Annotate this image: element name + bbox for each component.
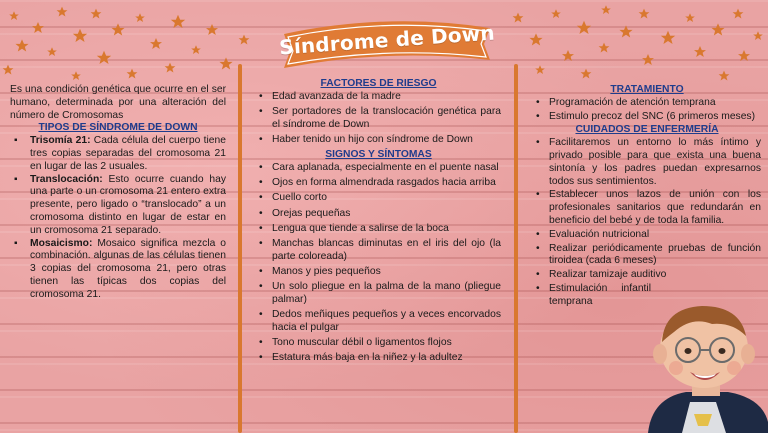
list-item: • Manos y pies pequeños <box>256 266 501 279</box>
type-text: Esto ocurre cuando hay una parte o un cromosoma 21 entero extra presente, pero ligado o “translocado” a un cromosoma distinto en lugar de estar en un cromosoma 21 separado. <box>30 173 226 236</box>
right-column <box>533 84 761 310</box>
list-item: • Un solo pliegue en la palma de la mano (pliegue palmar) <box>256 281 501 307</box>
type-text: Mosaico significa mezcla o combinación. algunas de las células tienen 3 copias del cromosoma 21, pero otras tienen las típicas dos copias del cromosoma 21. <box>30 237 226 300</box>
signs-heading: SIGNOS Y SÍNTOMAS <box>325 149 432 161</box>
list-item: • Realizar tamizaje auditivo <box>533 269 761 282</box>
list-item: • Estimulo precoz del SNC (6 primeros meses) <box>533 111 761 124</box>
child-photo <box>642 302 768 433</box>
treatment-list <box>533 97 761 124</box>
risk-heading: FACTORES DE RIESGO <box>320 78 437 89</box>
middle-column <box>256 78 501 367</box>
star-icon-group-left <box>3 7 250 80</box>
types-heading: TIPOS DE SÍNDROME DE DOWN <box>38 122 198 134</box>
list-item: • Facilitaremos un entorno lo más íntimo y privado posible para que exista una buena sintonía y los padres puedan expresarnos todos sus sentimientos. <box>533 137 761 188</box>
list-item: • Cuello corto <box>256 192 501 205</box>
type-text: Cada célula del cuerpo tiene tres copias separadas del cromosoma 21 en lugar de las 2 usuales. <box>30 135 226 172</box>
intro-text: Es una condición genética que ocurre en el ser humano, determinada por una alteración del número de Cromosomas <box>10 84 226 121</box>
page-title: Síndrome de Down <box>278 20 496 60</box>
list-item <box>10 174 226 238</box>
list-item: • Evaluación nutricional <box>533 229 761 242</box>
star-icon-group-right <box>513 5 763 80</box>
list-item: • Tono muscular débil o ligamentos flojos <box>256 337 501 350</box>
title-banner <box>278 14 496 74</box>
list-item: • Dedos meñiques pequeños y a veces encorvados hacia el pulgar <box>256 309 501 335</box>
list-item: • Realizar periódicamente pruebas de función tiroidea (cada 6 meses) <box>533 243 761 269</box>
left-column <box>10 84 226 302</box>
list-item: • Haber tenido un hijo con síndrome de Down <box>256 134 501 147</box>
signs-list <box>256 162 501 365</box>
list-item: • Manchas blancas diminutas en el iris del ojo (la parte coloreada) <box>256 238 501 264</box>
risk-list <box>256 91 501 147</box>
type-name: Mosaicismo: <box>30 237 93 249</box>
care-list <box>533 137 761 308</box>
type-name: Translocación: <box>30 173 103 185</box>
list-item: • Ojos en forma almendrada rasgados hacia arriba <box>256 177 501 190</box>
list-item: • Establecer unos lazos de unión con los profesionales sanitarios que redundarán en beneficio del bebé y de toda la familia. <box>533 189 761 227</box>
list-item: • Estimulación infantil temprana <box>533 283 761 309</box>
list-item: • Programación de atención temprana <box>533 97 761 110</box>
list-item: • Orejas pequeñas <box>256 208 501 221</box>
divider-left <box>238 64 242 433</box>
list-item: • Ser portadores de la translocación genética para el síndrome de Down <box>256 106 501 132</box>
divider-right <box>514 64 518 433</box>
list-item <box>10 238 226 302</box>
type-name: Trisomía 21: <box>30 135 91 147</box>
list-item: • Estatura más baja en la niñez y la adultez <box>256 352 501 365</box>
treatment-heading: TRATAMIENTO <box>610 84 684 95</box>
list-item <box>10 135 226 173</box>
list-item: • Cara aplanada, especialmente en el puente nasal <box>256 162 501 175</box>
list-item: • Edad avanzada de la madre <box>256 91 501 104</box>
care-heading: CUIDADOS DE ENFERMERÍA <box>575 124 719 136</box>
list-item: • Lengua que tiende a salirse de la boca <box>256 223 501 236</box>
types-list <box>10 135 226 301</box>
